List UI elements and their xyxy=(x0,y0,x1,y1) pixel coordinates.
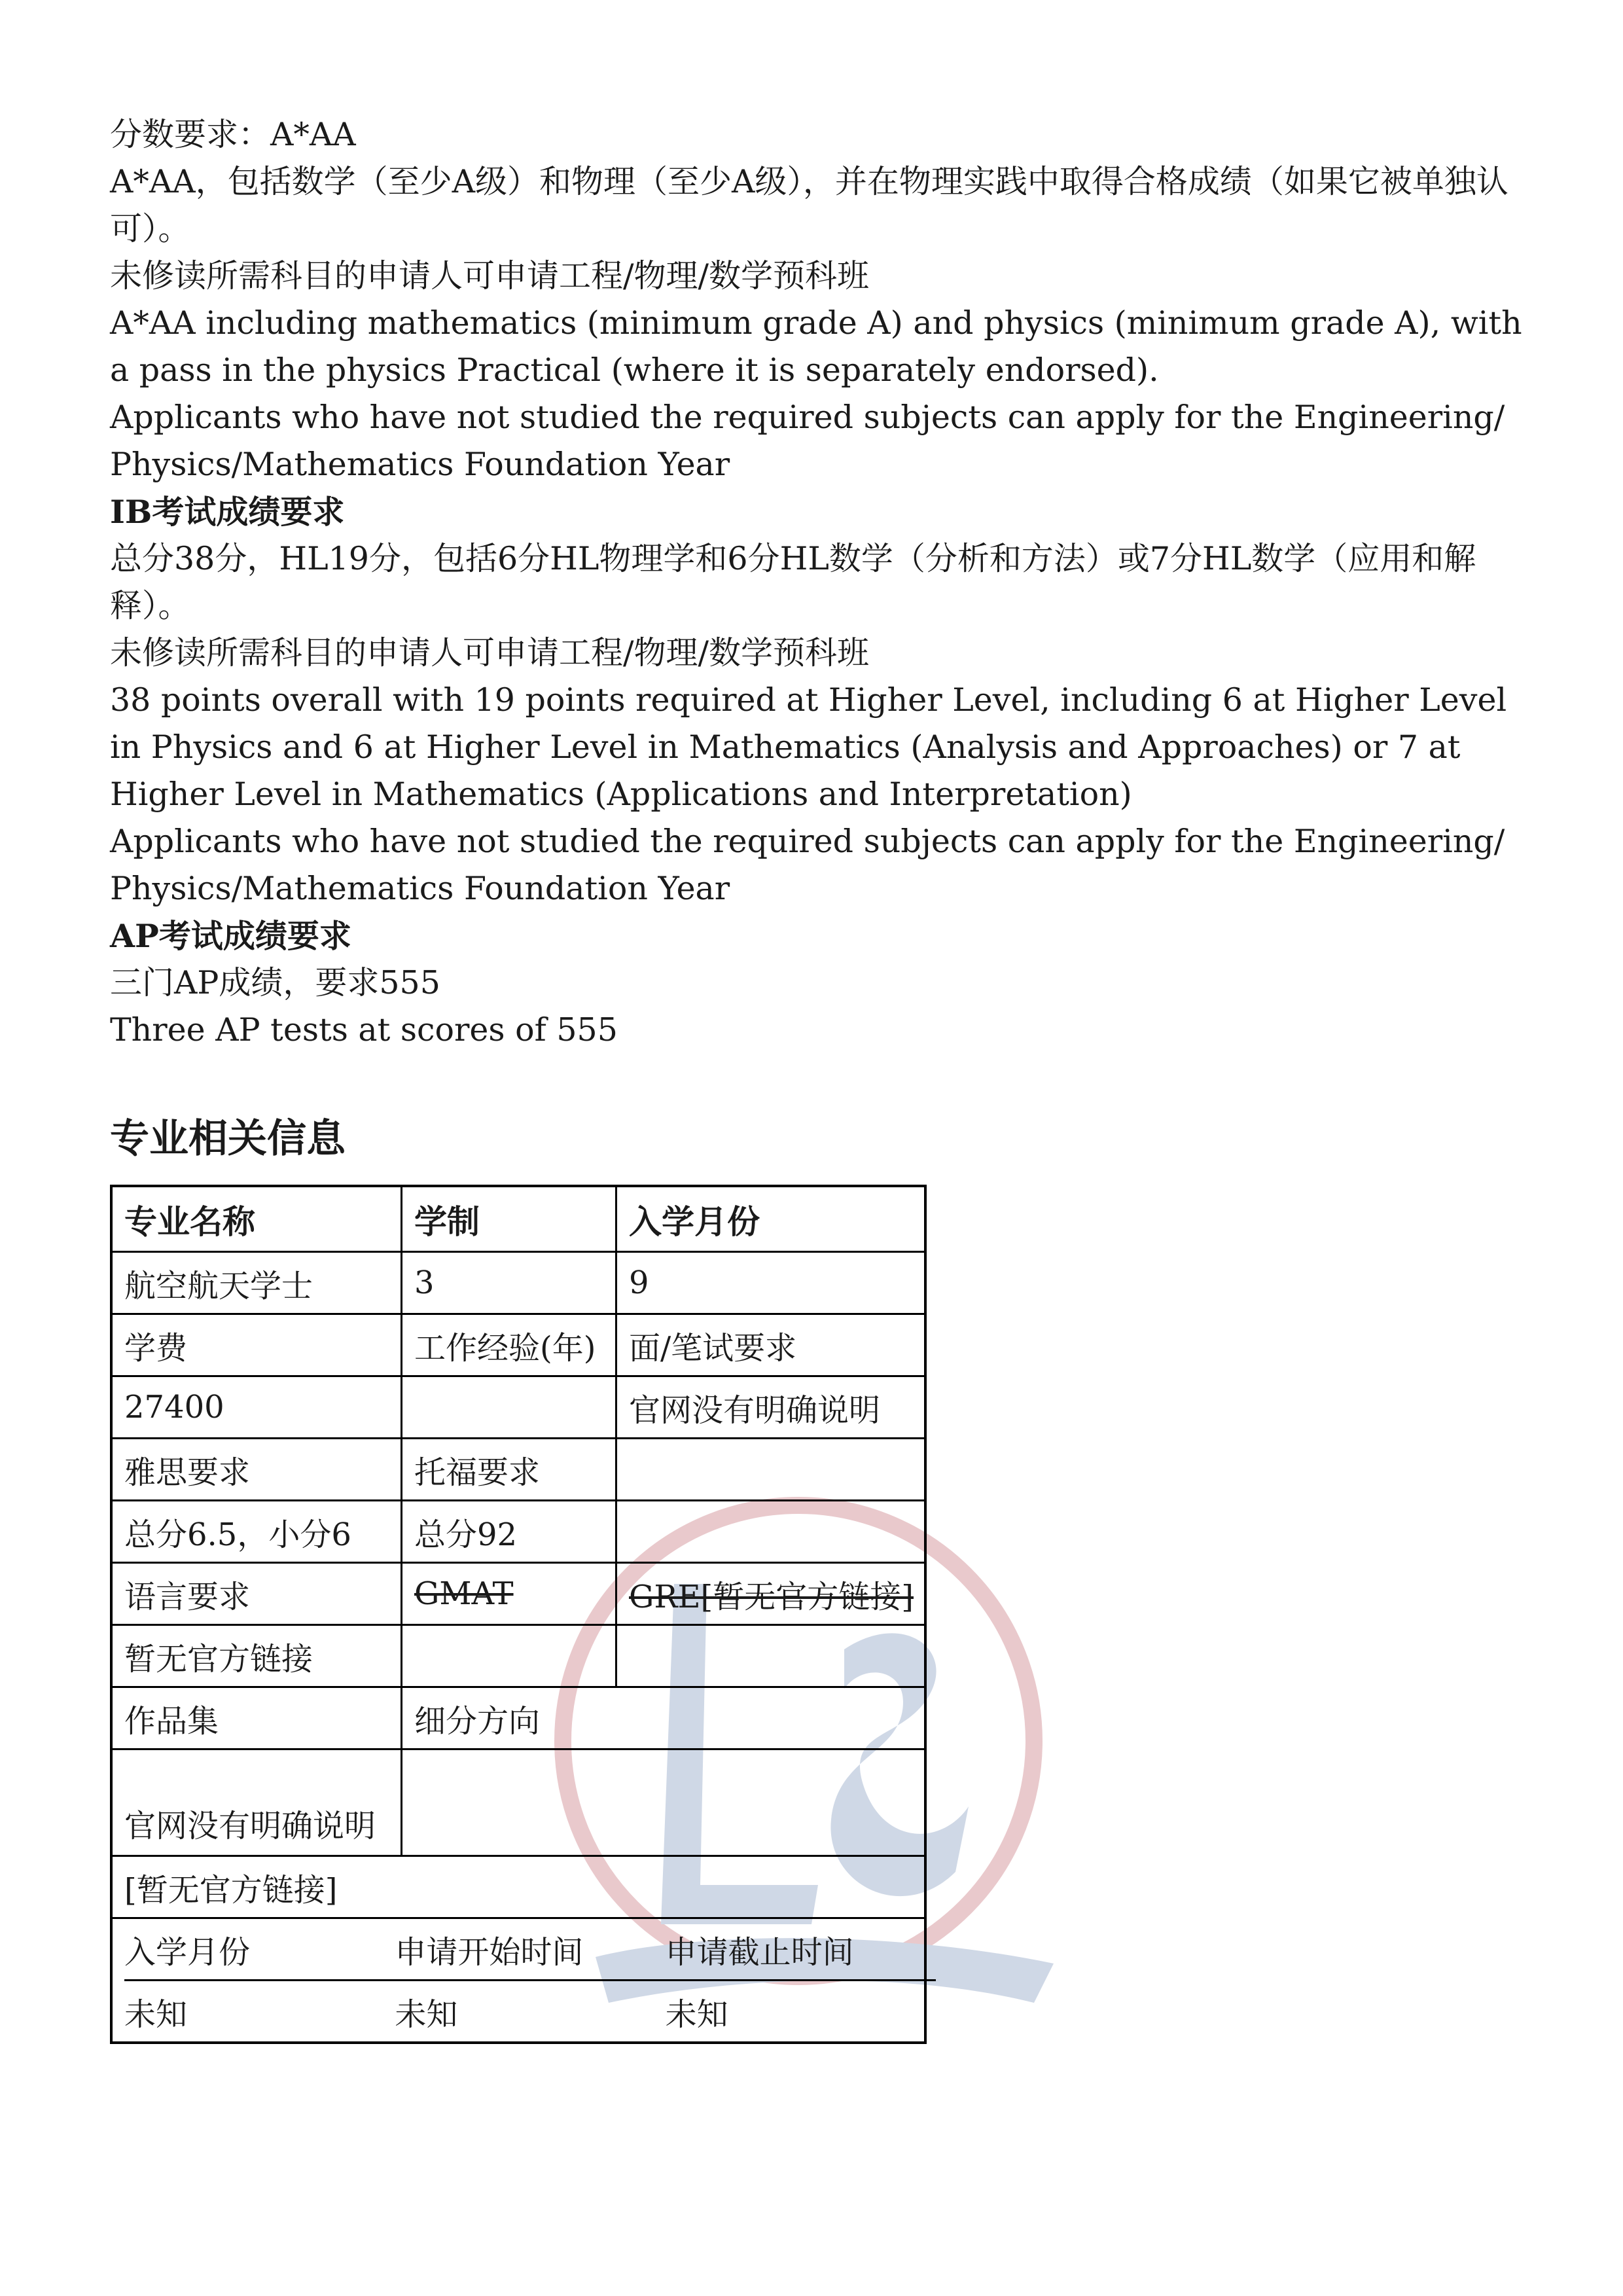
requirement-line: A*AA，包括数学（至少A级）和物理（至少A级），并在物理实践中取得合格成绩（如果它被单独认可）。 xyxy=(110,163,1508,247)
label-work-experience: 工作经验(年) xyxy=(401,1315,615,1375)
label-gmat: GMAT xyxy=(401,1564,615,1624)
admission-requirements xyxy=(110,111,1537,1054)
requirement-line: 三门AP成绩，要求555 xyxy=(110,964,440,1001)
requirement-heading: AP考试成绩要求 xyxy=(110,917,351,955)
header-major-name: 专业名称 xyxy=(124,1202,255,1241)
program-info-table xyxy=(110,1185,927,2044)
requirement-line: 38 points overall with 19 points required at Higher Level, including 6 at Higher Level in Physics and 6 at Higher Level in Mathematics (Analysis and Approaches) or 7 at Higher Level in Mathematics (Applications and Interpretation) xyxy=(110,681,1507,813)
requirement-line: Applicants who have not studied the required subjects can apply for the Engineering/ Physics/Mathematics Foundation Year xyxy=(110,823,1505,907)
requirement-line: 分数要求：A*AA xyxy=(110,116,356,153)
dates-grid xyxy=(113,1919,948,2041)
table-row xyxy=(113,1562,924,1624)
requirement-line: Applicants who have not studied the required subjects can apply for the Engineering/ Physics/Mathematics Foundation Year xyxy=(110,399,1505,483)
label-language: 语言要求 xyxy=(124,1578,251,1615)
table-row xyxy=(113,1187,924,1251)
table-row xyxy=(113,1748,924,1855)
gmat-value xyxy=(401,1626,615,1686)
work-experience-value xyxy=(401,1377,615,1437)
app-start-value: 未知 xyxy=(395,1996,458,2033)
blank-cell xyxy=(615,1439,924,1499)
blank-cell xyxy=(615,1501,924,1562)
requirement-line: 总分38分，HL19分，包括6分HL物理学和6分HL数学（分析和方法）或7分HL数学（应用和解释）。 xyxy=(110,540,1476,624)
table-row xyxy=(113,1624,924,1686)
requirement-line: 未修读所需科目的申请人可申请工程/物理/数学预科班 xyxy=(110,634,870,672)
requirement-line: Three AP tests at scores of 555 xyxy=(110,1011,618,1049)
gre-value xyxy=(615,1626,924,1686)
toefl-value: 总分92 xyxy=(401,1501,615,1562)
requirement-line: A*AA including mathematics (minimum grade A) and physics (minimum grade A), with a pass in the physics Practical (where it is separately endorsed). xyxy=(110,304,1522,389)
table-row xyxy=(113,1313,924,1375)
table-row xyxy=(113,1437,924,1499)
header-app-start: 申请开始时间 xyxy=(395,1933,584,1971)
dates-header-row xyxy=(124,1919,936,1981)
application-dates xyxy=(113,1917,924,2041)
interview-value: 官网没有明确说明 xyxy=(615,1377,924,1437)
label-ielts: 雅思要求 xyxy=(124,1454,251,1491)
label-direction: 细分方向 xyxy=(401,1688,924,1748)
section-title: 专业相关信息 xyxy=(110,1116,346,1162)
requirement-heading: IB考试成绩要求 xyxy=(110,493,345,531)
dates-value-row xyxy=(124,1981,936,2041)
direction-value xyxy=(401,1750,924,1855)
major-name: 航空航天学士 xyxy=(124,1267,313,1304)
language-value: 暂无官方链接 xyxy=(124,1640,313,1677)
label-interview: 面/笔试要求 xyxy=(615,1315,924,1375)
label-gre: GRE[暂无官方链接] xyxy=(615,1564,924,1624)
ielts-value: 总分6.5，小分6 xyxy=(124,1516,351,1553)
header-intake-month: 入学月份 xyxy=(615,1187,924,1251)
intake-month-value: 9 xyxy=(615,1253,924,1313)
label-portfolio: 作品集 xyxy=(124,1702,219,1740)
table-row xyxy=(113,1375,924,1437)
table-row xyxy=(113,1686,924,1748)
table-row xyxy=(113,1499,924,1562)
label-tuition: 学费 xyxy=(124,1329,188,1367)
label-toefl: 托福要求 xyxy=(401,1439,615,1499)
table-row xyxy=(113,1855,924,1917)
official-link-note: [暂无官方链接] xyxy=(124,1871,338,1909)
requirement-line: 未修读所需科目的申请人可申请工程/物理/数学预科班 xyxy=(110,257,870,295)
intake-value: 未知 xyxy=(124,1996,188,2033)
header-duration: 学制 xyxy=(401,1187,615,1251)
duration-value: 3 xyxy=(401,1253,615,1313)
table-row xyxy=(113,1251,924,1313)
tuition-value: 27400 xyxy=(124,1389,224,1426)
app-deadline-value: 未知 xyxy=(665,1996,728,2033)
portfolio-value: 官网没有明确说明 xyxy=(124,1808,376,1844)
header-intake: 入学月份 xyxy=(124,1933,251,1971)
header-app-deadline: 申请截止时间 xyxy=(665,1933,854,1971)
